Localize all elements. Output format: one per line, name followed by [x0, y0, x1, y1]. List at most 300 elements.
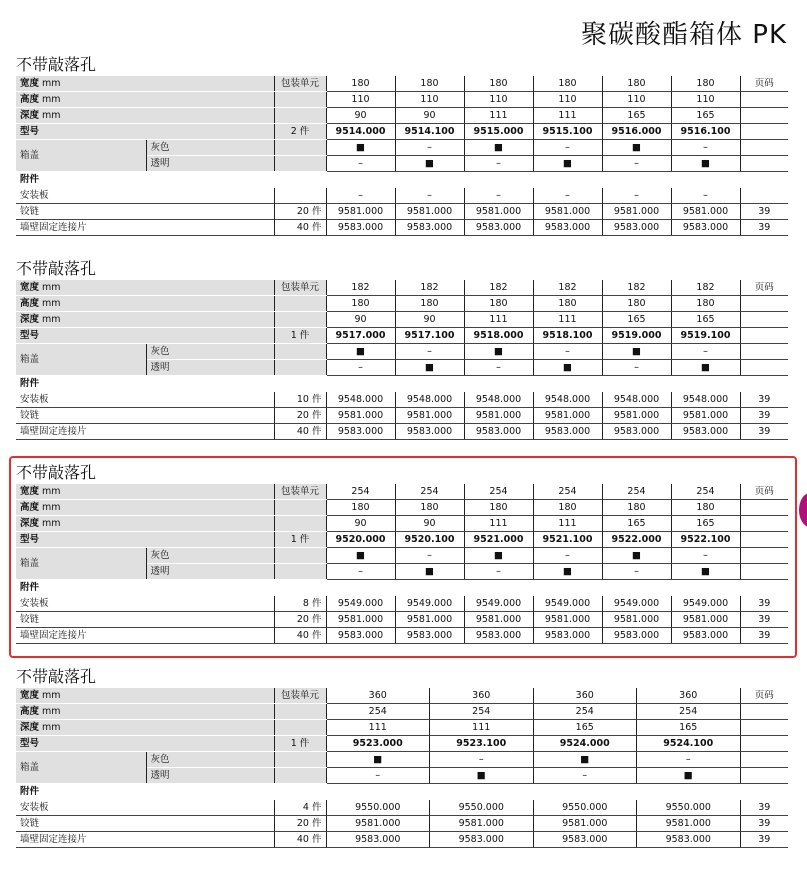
- dimension-value: 165: [602, 516, 671, 532]
- accessory-label: 铰链: [16, 816, 274, 832]
- pack-unit-cell: [274, 156, 326, 172]
- accessory-part-number: 9583.000: [637, 832, 741, 848]
- pack-unit-cell: [274, 704, 326, 720]
- depth-row: [16, 720, 788, 736]
- accessory-part-number: 9581.000: [602, 612, 671, 628]
- lid-option-mark: ■: [430, 768, 534, 784]
- accessory-pack-unit: 10 件: [274, 392, 326, 408]
- accessory-pack-unit: 4 件: [274, 800, 326, 816]
- dimension-value: 165: [602, 312, 671, 328]
- accessory-wall-bracket-row: [16, 628, 788, 644]
- accessory-label: 墙壁固定连接片: [16, 832, 274, 848]
- unit-mm: mm: [42, 298, 61, 309]
- dimension-value: 90: [326, 516, 395, 532]
- accessory-part-number: 9550.000: [430, 800, 534, 816]
- accessory-label: 墙壁固定连接片: [16, 220, 274, 236]
- lid-grey-label: 灰色: [146, 344, 274, 360]
- lid-option-mark: –: [464, 564, 533, 580]
- accessory-part-number: 9549.000: [602, 596, 671, 612]
- pack-unit-cell: [274, 360, 326, 376]
- accessory-page-ref: 39: [740, 392, 788, 408]
- spec-table: [16, 687, 788, 848]
- dimension-value: 180: [602, 296, 671, 312]
- pack-unit-cell: [274, 140, 326, 156]
- model-number: 9519.100: [671, 328, 740, 344]
- dimension-value: 180: [326, 76, 395, 92]
- width-row: [16, 76, 788, 92]
- dimension-value: 110: [533, 92, 602, 108]
- dimension-value: 110: [464, 92, 533, 108]
- lid-option-mark: –: [464, 360, 533, 376]
- accessories-heading: 附件: [16, 580, 788, 596]
- unit-mm: mm: [42, 518, 61, 529]
- width-row: [16, 280, 788, 296]
- unit-mm: mm: [42, 502, 61, 513]
- dimension-value: 90: [326, 312, 395, 328]
- lid-option-mark: –: [430, 752, 534, 768]
- page-cell: [740, 564, 788, 580]
- accessory-pack-unit: 40 件: [274, 220, 326, 236]
- lid-option-mark: ■: [533, 156, 602, 172]
- accessory-mount-plate-row: [16, 800, 788, 816]
- accessory-pack-unit: 40 件: [274, 628, 326, 644]
- lid-option-mark: ■: [602, 344, 671, 360]
- accessory-part-number: 9583.000: [533, 220, 602, 236]
- section-title: 不带敲落孔: [16, 463, 97, 482]
- model-number: 9515.100: [533, 124, 602, 140]
- accessory-part-number: 9549.000: [326, 596, 395, 612]
- accessory-part-number: 9548.000: [602, 392, 671, 408]
- model-number: 9517.100: [395, 328, 464, 344]
- accessory-part-number: 9581.000: [533, 408, 602, 424]
- section-title: 不带敲落孔: [16, 55, 97, 74]
- row-label-text: 高度: [20, 298, 40, 309]
- lid-option-mark: –: [326, 360, 395, 376]
- model-number: 9524.000: [533, 736, 637, 752]
- accessory-wall-bracket-row: [16, 424, 788, 440]
- lid-option-mark: –: [671, 140, 740, 156]
- dimension-value: 182: [671, 280, 740, 296]
- dimension-value: 165: [671, 108, 740, 124]
- accessory-part-number: –: [395, 188, 464, 204]
- accessory-label: 安装板: [16, 392, 274, 408]
- accessory-pack-unit: [274, 188, 326, 204]
- accessories-heading: 附件: [16, 376, 788, 392]
- unit-mm: mm: [42, 722, 61, 733]
- accessory-page-ref: 39: [740, 628, 788, 644]
- lid-option-mark: –: [533, 548, 602, 564]
- dimension-value: 182: [602, 280, 671, 296]
- dimension-value: 254: [637, 704, 741, 720]
- lid-grey-row: [16, 548, 788, 564]
- lid-option-mark: –: [464, 156, 533, 172]
- unit-mm: mm: [42, 78, 61, 89]
- row-label-text: 宽度: [20, 690, 40, 701]
- lid-option-mark: ■: [637, 768, 741, 784]
- dimension-value: 90: [395, 108, 464, 124]
- lid-option-mark: –: [671, 548, 740, 564]
- accessory-part-number: –: [326, 188, 395, 204]
- model-number: 9516.100: [671, 124, 740, 140]
- unit-mm: mm: [42, 314, 61, 325]
- height-row: [16, 296, 788, 312]
- accessory-hinge-row: [16, 816, 788, 832]
- accessory-page-ref: 39: [740, 612, 788, 628]
- model-row: [16, 736, 788, 752]
- dimension-value: 254: [464, 484, 533, 500]
- lid-option-mark: ■: [395, 564, 464, 580]
- dimension-value: 360: [430, 688, 534, 704]
- dimension-value: 254: [326, 484, 395, 500]
- pack-unit-cell: [274, 720, 326, 736]
- lid-option-mark: –: [326, 156, 395, 172]
- accessory-label: 安装板: [16, 596, 274, 612]
- accessory-part-number: 9581.000: [326, 612, 395, 628]
- accessory-hinge-row: [16, 408, 788, 424]
- accessory-hinge-row: [16, 204, 788, 220]
- lid-label: 箱盖: [16, 752, 146, 784]
- width-row: [16, 484, 788, 500]
- accessory-part-number: 9581.000: [671, 612, 740, 628]
- row-label: [16, 108, 274, 124]
- accessory-label: 安装板: [16, 188, 274, 204]
- dimension-value: 165: [602, 108, 671, 124]
- pack-unit-cell: [274, 752, 326, 768]
- model-number: 9522.100: [671, 532, 740, 548]
- height-row: [16, 92, 788, 108]
- accessory-part-number: 9581.000: [533, 612, 602, 628]
- accessories-header-row: [16, 784, 788, 800]
- product-section: [16, 667, 788, 848]
- lid-option-mark: ■: [326, 140, 395, 156]
- lid-grey-label: 灰色: [146, 140, 274, 156]
- accessory-part-number: 9583.000: [464, 424, 533, 440]
- row-label-text: 深度: [20, 110, 40, 121]
- dimension-value: 254: [533, 704, 637, 720]
- lid-option-mark: –: [326, 564, 395, 580]
- dimension-value: 182: [326, 280, 395, 296]
- lid-option-mark: ■: [533, 360, 602, 376]
- accessory-part-number: 9581.000: [533, 204, 602, 220]
- pack-unit-cell: [274, 92, 326, 108]
- page-cell: [740, 124, 788, 140]
- dimension-value: 110: [671, 92, 740, 108]
- accessory-part-number: 9550.000: [326, 800, 430, 816]
- lid-grey-row: [16, 752, 788, 768]
- accessory-part-number: –: [533, 188, 602, 204]
- pack-unit-cell: 包装单元: [274, 688, 326, 704]
- dimension-value: 360: [637, 688, 741, 704]
- model-number: 9514.000: [326, 124, 395, 140]
- row-label: [16, 296, 274, 312]
- accessory-part-number: 9581.000: [464, 612, 533, 628]
- unit-mm: mm: [42, 486, 61, 497]
- lid-option-mark: ■: [533, 564, 602, 580]
- page-cell: [740, 516, 788, 532]
- dimension-value: 111: [533, 516, 602, 532]
- product-section: [16, 463, 788, 644]
- accessory-part-number: –: [464, 188, 533, 204]
- accessory-part-number: 9548.000: [533, 392, 602, 408]
- dimension-value: 180: [533, 500, 602, 516]
- accessory-label: 铰链: [16, 408, 274, 424]
- accessory-part-number: 9581.000: [326, 408, 395, 424]
- pack-unit-cell: [274, 516, 326, 532]
- dimension-value: 360: [533, 688, 637, 704]
- row-label: [16, 516, 274, 532]
- model-row: [16, 532, 788, 548]
- model-number: 9518.100: [533, 328, 602, 344]
- model-label: 型号: [16, 532, 274, 548]
- accessory-part-number: 9548.000: [326, 392, 395, 408]
- accessory-part-number: 9583.000: [602, 220, 671, 236]
- dimension-value: 180: [326, 296, 395, 312]
- accessory-part-number: 9581.000: [395, 408, 464, 424]
- dimension-value: 110: [326, 92, 395, 108]
- page-cell: [740, 344, 788, 360]
- model-number: 9520.100: [395, 532, 464, 548]
- accessory-pack-unit: 40 件: [274, 424, 326, 440]
- row-label-text: 高度: [20, 502, 40, 513]
- model-number: 9515.000: [464, 124, 533, 140]
- spec-table: [16, 279, 788, 440]
- accessory-part-number: 9583.000: [326, 628, 395, 644]
- page-cell: [740, 92, 788, 108]
- dimension-value: 90: [395, 516, 464, 532]
- lid-option-mark: ■: [464, 344, 533, 360]
- accessory-page-ref: 39: [740, 424, 788, 440]
- accessory-mount-plate-row: [16, 596, 788, 612]
- dimension-value: 254: [533, 484, 602, 500]
- accessory-part-number: 9549.000: [464, 596, 533, 612]
- lid-grey-label: 灰色: [146, 752, 274, 768]
- pack-unit-value: 2 件: [274, 124, 326, 140]
- accessory-part-number: 9581.000: [464, 204, 533, 220]
- lid-option-mark: ■: [326, 548, 395, 564]
- accessory-label: 墙壁固定连接片: [16, 628, 274, 644]
- lid-option-mark: –: [533, 768, 637, 784]
- dimension-value: 111: [533, 108, 602, 124]
- accessories-heading: 附件: [16, 172, 788, 188]
- dimension-value: 180: [602, 500, 671, 516]
- accessory-part-number: 9581.000: [464, 408, 533, 424]
- model-label: 型号: [16, 736, 274, 752]
- accessory-wall-bracket-row: [16, 832, 788, 848]
- depth-row: [16, 108, 788, 124]
- accessory-page-ref: 39: [740, 816, 788, 832]
- depth-row: [16, 516, 788, 532]
- accessory-part-number: 9581.000: [430, 816, 534, 832]
- accessories-header-row: [16, 580, 788, 596]
- lid-clear-label: 透明: [146, 768, 274, 784]
- dimension-value: 111: [430, 720, 534, 736]
- accessory-mount-plate-row: [16, 392, 788, 408]
- dimension-value: 180: [533, 296, 602, 312]
- accessory-pack-unit: 20 件: [274, 408, 326, 424]
- row-label: [16, 688, 274, 704]
- dimension-value: 180: [464, 296, 533, 312]
- page-cell: [740, 296, 788, 312]
- accessory-part-number: 9583.000: [395, 220, 464, 236]
- row-label-text: 高度: [20, 706, 40, 717]
- lid-option-mark: ■: [464, 548, 533, 564]
- dimension-value: 111: [464, 108, 533, 124]
- accessory-part-number: 9548.000: [395, 392, 464, 408]
- pack-unit-cell: [274, 500, 326, 516]
- model-row: [16, 328, 788, 344]
- lid-label: 箱盖: [16, 548, 146, 580]
- lid-option-mark: –: [671, 344, 740, 360]
- page-cell: 页码: [740, 484, 788, 500]
- lid-option-mark: ■: [464, 140, 533, 156]
- page-cell: [740, 720, 788, 736]
- accessory-part-number: 9549.000: [671, 596, 740, 612]
- page-cell: [740, 140, 788, 156]
- accessory-page-ref: 39: [740, 596, 788, 612]
- dimension-value: 111: [326, 720, 430, 736]
- dimension-value: 111: [464, 516, 533, 532]
- row-label: [16, 720, 274, 736]
- lid-clear-label: 透明: [146, 360, 274, 376]
- accessory-label: 铰链: [16, 204, 274, 220]
- dimension-value: 254: [395, 484, 464, 500]
- accessory-part-number: 9581.000: [602, 204, 671, 220]
- dimension-value: 110: [395, 92, 464, 108]
- accessory-part-number: 9583.000: [602, 424, 671, 440]
- row-label-text: 宽度: [20, 282, 40, 293]
- page-cell: [740, 360, 788, 376]
- accessory-pack-unit: 20 件: [274, 204, 326, 220]
- page-cell: [740, 156, 788, 172]
- section-title: 不带敲落孔: [16, 259, 97, 278]
- model-label: 型号: [16, 328, 274, 344]
- lid-option-mark: –: [602, 564, 671, 580]
- page-cell: [740, 328, 788, 344]
- lid-option-mark: –: [395, 344, 464, 360]
- pack-unit-cell: [274, 108, 326, 124]
- row-label: [16, 500, 274, 516]
- dimension-value: 360: [326, 688, 430, 704]
- accessory-part-number: 9583.000: [395, 628, 464, 644]
- dimension-value: 90: [395, 312, 464, 328]
- accessory-mount-plate-row: [16, 188, 788, 204]
- spec-table: [16, 75, 788, 236]
- lid-grey-row: [16, 140, 788, 156]
- model-number: 9522.000: [602, 532, 671, 548]
- accessory-part-number: 9583.000: [671, 220, 740, 236]
- lid-option-mark: ■: [671, 360, 740, 376]
- accessory-part-number: 9583.000: [533, 628, 602, 644]
- dimension-value: 254: [326, 704, 430, 720]
- dimension-value: 165: [533, 720, 637, 736]
- model-number: 9517.000: [326, 328, 395, 344]
- row-label-text: 宽度: [20, 486, 40, 497]
- model-number: 9516.000: [602, 124, 671, 140]
- model-number: 9523.000: [326, 736, 430, 752]
- pack-unit-cell: [274, 564, 326, 580]
- accessories-heading: 附件: [16, 784, 788, 800]
- model-row: [16, 124, 788, 140]
- lid-option-mark: –: [395, 140, 464, 156]
- row-label-text: 深度: [20, 518, 40, 529]
- dimension-value: 182: [533, 280, 602, 296]
- accessory-part-number: 9583.000: [533, 832, 637, 848]
- lid-option-mark: –: [326, 768, 430, 784]
- accessory-part-number: 9581.000: [602, 408, 671, 424]
- accessory-part-number: 9583.000: [395, 424, 464, 440]
- accessory-pack-unit: 40 件: [274, 832, 326, 848]
- row-label: [16, 484, 274, 500]
- accessory-part-number: 9581.000: [671, 204, 740, 220]
- row-label: [16, 312, 274, 328]
- accessory-part-number: 9581.000: [395, 612, 464, 628]
- lid-option-mark: ■: [602, 140, 671, 156]
- accessory-part-number: 9583.000: [671, 628, 740, 644]
- row-label: [16, 280, 274, 296]
- section-title: 不带敲落孔: [16, 667, 97, 686]
- dimension-value: 180: [602, 76, 671, 92]
- lid-option-mark: –: [533, 344, 602, 360]
- row-label-text: 深度: [20, 722, 40, 733]
- dimension-value: 254: [602, 484, 671, 500]
- lid-grey-row: [16, 344, 788, 360]
- page-cell: [740, 736, 788, 752]
- unit-mm: mm: [42, 706, 61, 717]
- lid-option-mark: ■: [533, 752, 637, 768]
- product-section: [16, 55, 788, 236]
- accessory-wall-bracket-row: [16, 220, 788, 236]
- dimension-value: 180: [671, 76, 740, 92]
- dimension-value: 90: [326, 108, 395, 124]
- dimension-value: 180: [395, 296, 464, 312]
- dimension-value: 180: [671, 500, 740, 516]
- model-number: 9518.000: [464, 328, 533, 344]
- dimension-value: 180: [326, 500, 395, 516]
- accessory-part-number: 9583.000: [671, 424, 740, 440]
- accessory-part-number: 9583.000: [533, 424, 602, 440]
- page-cell: [740, 548, 788, 564]
- page-cell: 页码: [740, 688, 788, 704]
- pack-unit-cell: 包装单元: [274, 280, 326, 296]
- accessory-part-number: 9583.000: [464, 628, 533, 644]
- lid-option-mark: –: [395, 548, 464, 564]
- accessory-part-number: 9550.000: [637, 800, 741, 816]
- lid-option-mark: –: [533, 140, 602, 156]
- page-cell: [740, 108, 788, 124]
- accessory-page-ref: [740, 188, 788, 204]
- accessory-pack-unit: 8 件: [274, 596, 326, 612]
- accessory-part-number: 9550.000: [533, 800, 637, 816]
- pack-unit-value: 1 件: [274, 736, 326, 752]
- accessory-part-number: 9548.000: [671, 392, 740, 408]
- accessory-part-number: 9581.000: [395, 204, 464, 220]
- dimension-value: 254: [430, 704, 534, 720]
- lid-option-mark: ■: [326, 344, 395, 360]
- lid-label: 箱盖: [16, 140, 146, 172]
- model-number: 9523.100: [430, 736, 534, 752]
- accessories-header-row: [16, 172, 788, 188]
- accessories-header-row: [16, 376, 788, 392]
- unit-mm: mm: [42, 110, 61, 121]
- lid-option-mark: ■: [395, 360, 464, 376]
- accessory-page-ref: 39: [740, 204, 788, 220]
- dimension-value: 180: [533, 76, 602, 92]
- model-number: 9521.000: [464, 532, 533, 548]
- accessory-pack-unit: 20 件: [274, 612, 326, 628]
- dimension-value: 111: [464, 312, 533, 328]
- lid-clear-label: 透明: [146, 156, 274, 172]
- accessory-part-number: 9583.000: [326, 220, 395, 236]
